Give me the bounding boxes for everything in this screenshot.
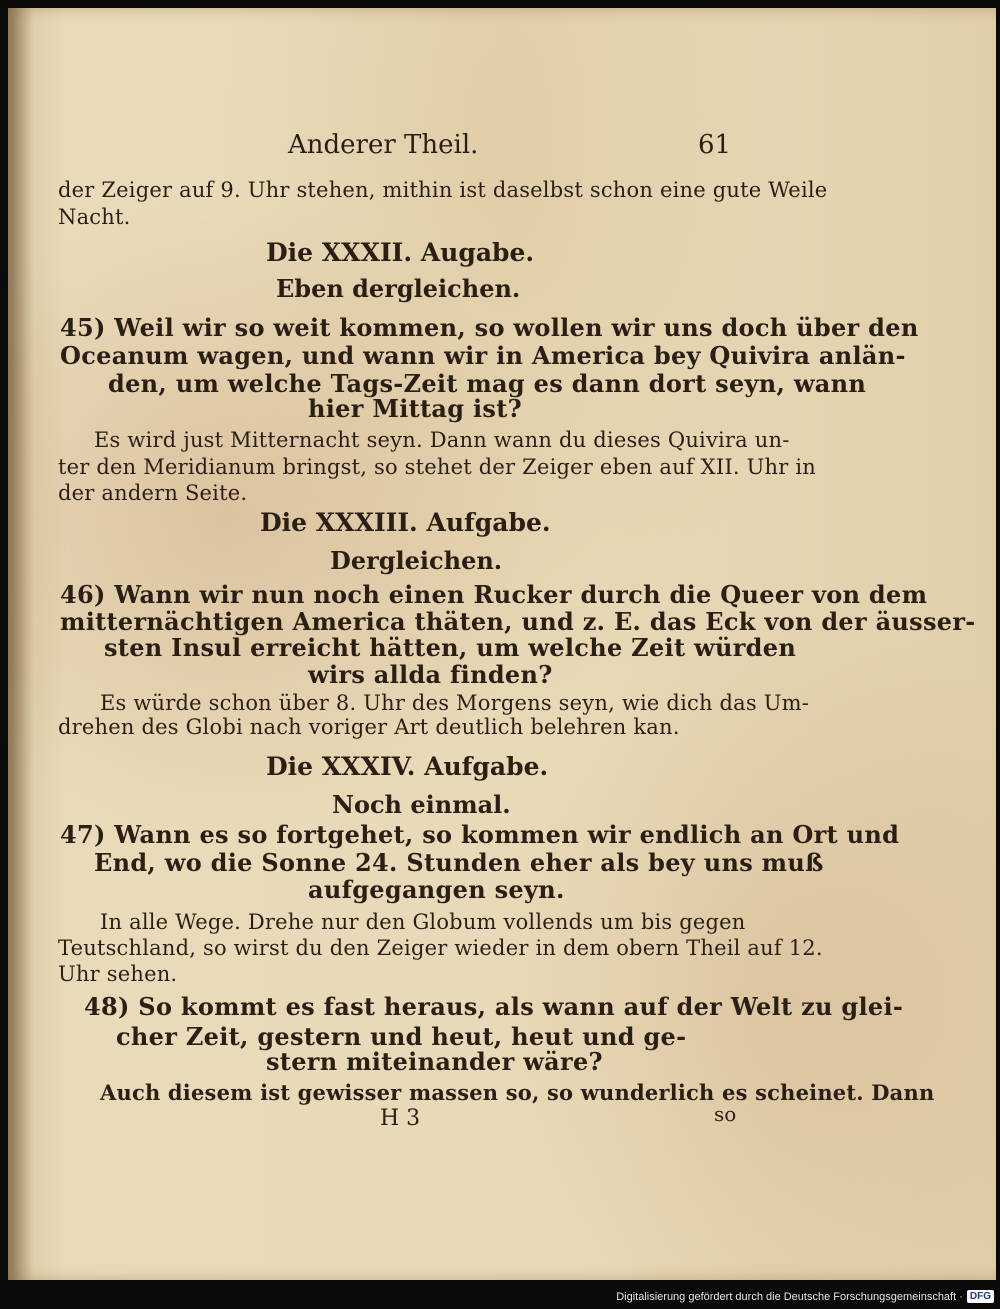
question-line: hier Mittag ist? <box>308 394 522 423</box>
signature-mark: H 3 <box>380 1106 421 1131</box>
question-line: aufgegangen seyn. <box>308 875 565 904</box>
running-head: Anderer Theil. <box>288 130 479 160</box>
question-line: den, um welche Tags-Zeit mag es dann dort seyn, wann <box>108 369 867 398</box>
question-line: 45) Weil wir so weit kommen, so wollen wir uns doch über den <box>60 313 919 342</box>
question-line: cher Zeit, gestern und heut, heut und ge- <box>116 1022 687 1051</box>
answer-line: Auch diesem ist gewisser massen so, so wunderlich es scheinet. Dann <box>100 1080 935 1105</box>
answer-line: Uhr sehen. <box>58 962 178 986</box>
question-line: stern miteinander wäre? <box>266 1047 603 1076</box>
catchword: so <box>714 1102 737 1126</box>
page-number: 61 <box>698 130 732 160</box>
section-subheading: Eben dergleichen. <box>276 274 521 303</box>
question-line: 47) Wann es so fortgehet, so kommen wir endlich an Ort und <box>60 820 900 849</box>
question-line: mitternächtigen America thäten, und z. E. das Eck von der äusser- <box>60 607 976 636</box>
answer-line: der andern Seite. <box>58 481 248 505</box>
section-subheading: Noch einmal. <box>332 790 511 819</box>
question-line: Oceanum wagen, und wann wir in America bey Quivira anlän- <box>60 341 906 370</box>
dfg-logo-icon: DFG <box>967 1290 994 1303</box>
answer-line: Es würde schon über 8. Uhr des Morgens seyn, wie dich das Um- <box>100 691 810 715</box>
question-line: wirs allda finden? <box>308 660 553 689</box>
question-line: End, wo die Sonne 24. Stunden eher als bey uns muß <box>94 848 824 877</box>
credit-text: Digitalisierung gefördert durch die Deutsche Forschungsgemeinschaft · <box>616 1290 963 1303</box>
digitization-credit <box>616 1290 994 1303</box>
answer-line: Es wird just Mitternacht seyn. Dann wann du dieses Quivira un- <box>94 428 790 452</box>
answer-line: drehen des Globi nach voriger Art deutlich belehren kan. <box>58 715 680 739</box>
text-line: der Zeiger auf 9. Uhr stehen, mithin ist daselbst schon eine gute Weile <box>58 178 828 202</box>
answer-line: Teutschland, so wirst du den Zeiger wieder in dem obern Theil auf 12. <box>58 936 823 960</box>
section-subheading: Dergleichen. <box>330 546 503 575</box>
book-page <box>8 8 996 1280</box>
text-line: Nacht. <box>58 205 131 229</box>
question-line: 48) So kommt es fast heraus, als wann auf der Welt zu glei- <box>84 992 904 1021</box>
section-heading: Die XXXIV. Aufgabe. <box>266 752 549 781</box>
answer-line: In alle Wege. Drehe nur den Globum vollends um bis gegen <box>100 910 746 934</box>
section-heading: Die XXXII. Augabe. <box>266 238 535 267</box>
question-line: sten Insul erreicht hätten, um welche Zeit würden <box>104 633 797 662</box>
answer-line: ter den Meridianum bringst, so stehet der Zeiger eben auf XII. Uhr in <box>58 455 816 479</box>
section-heading: Die XXXIII. Aufgabe. <box>260 508 551 537</box>
page-gutter-shadow <box>8 8 34 1280</box>
question-line: 46) Wann wir nun noch einen Rucker durch die Queer von dem <box>60 580 928 609</box>
